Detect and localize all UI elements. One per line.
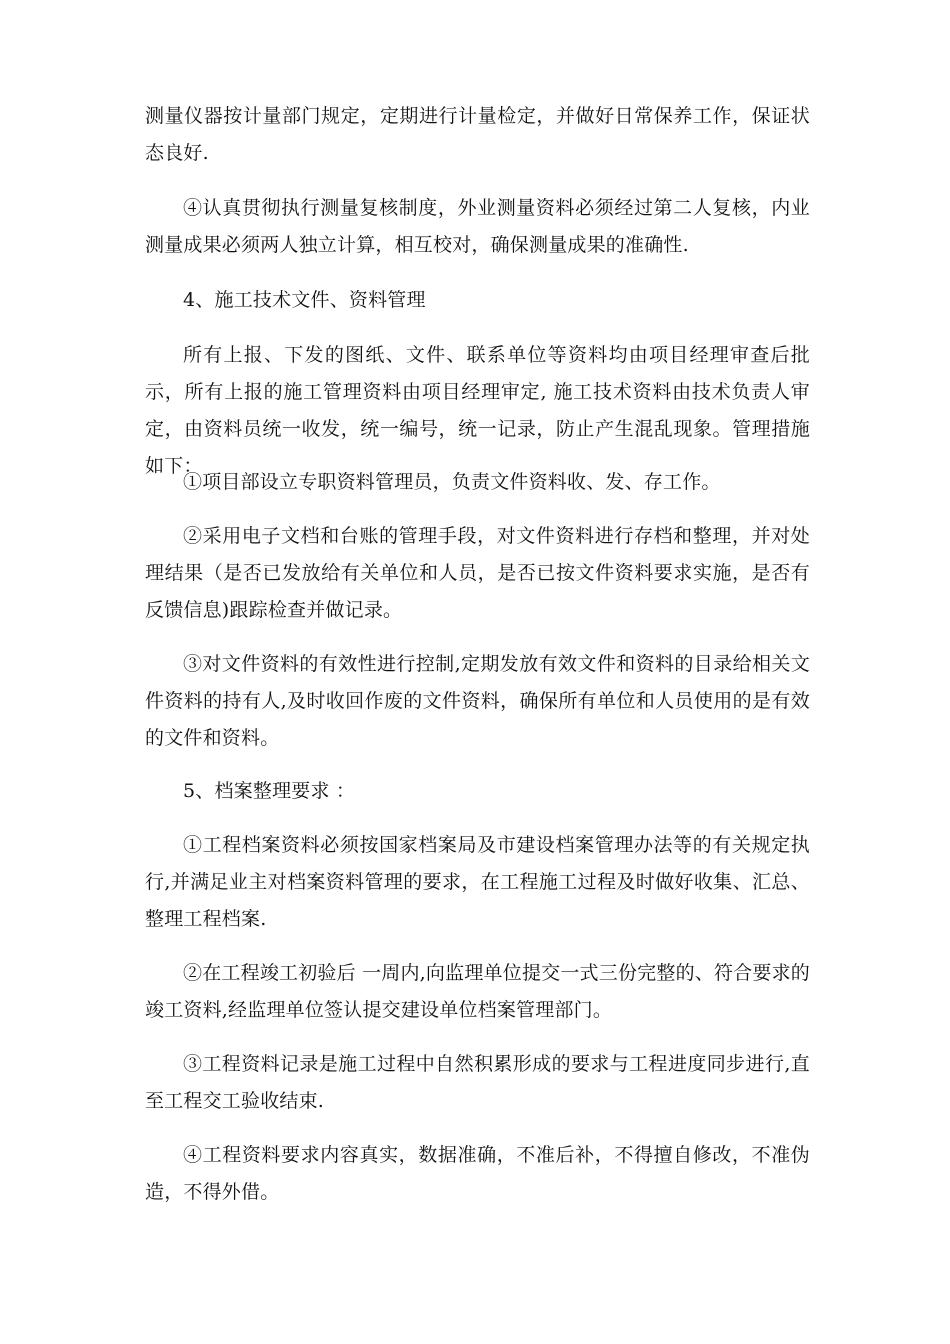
paragraph-archive-item-4: ④工程资料要求内容真实，数据准确，不准后补，不得擅自修改，不准伪造，不得外借。 — [145, 1144, 810, 1203]
paragraph-document-item-2: ②采用电子文档和台账的管理手段，对文件资料进行存档和整理，并对处理结果（是否已发放给有关单位和人员，是否已按文件资料要求实施，是否有反馈信息)跟踪检查并做记录。 — [145, 525, 810, 621]
paragraph-document-flow: 所有上报、下发的图纸、文件、联系单位等资料均由项目经理审查后批示，所有上报的施工管理资料由项目经理审定, 施工技术资料由技术负责人审定，由资料员统一收发，统一编号，统一记录，防止产生混乱现象。管理措施如下： — [145, 344, 810, 477]
paragraph-archive-item-1: ①工程档案资料必须按国家档案局及市建设档案管理办法等的有关规定执行,并满足业主对档案资料管理的要求，在工程施工过程及时做好收集、汇总、整理工程档案. — [145, 834, 810, 930]
paragraph-measurement-instruments: 测量仪器按计量部门规定，定期进行计量检定，并做好日常保养工作，保证状态良好. — [145, 105, 810, 164]
section-heading-5: 5、档案整理要求 ： — [183, 780, 356, 802]
paragraph-measurement-review: ④认真贯彻执行测量复核制度，外业测量资料必须经过第二人复核，内业测量成果必须两人独立计算，相互校对，确保测量成果的准确性. — [145, 197, 810, 256]
paragraph-document-item-1: ①项目部设立专职资料管理员，负责文件资料收、发、存工作。 — [183, 471, 721, 493]
paragraph-archive-item-2: ②在工程竣工初验后 一周内,向监理单位提交一式三份完整的、符合要求的竣工资料,经监理单位签认提交建设单位档案管理部门。 — [145, 962, 810, 1021]
section-heading-4: 4、施工技术文件、资料管理 — [183, 289, 426, 311]
paragraph-archive-item-3: ③工程资料记录是施工过程中自然积累形成的要求与工程进度同步进行,直至工程交工验收结束. — [145, 1053, 810, 1112]
paragraph-document-item-3: ③对文件资料的有效性进行控制,定期发放有效文件和资料的目录给相关文件资料的持有人,及时收回作废的文件资料，确保所有单位和人员使用的是有效的文件和资料。 — [145, 653, 810, 749]
